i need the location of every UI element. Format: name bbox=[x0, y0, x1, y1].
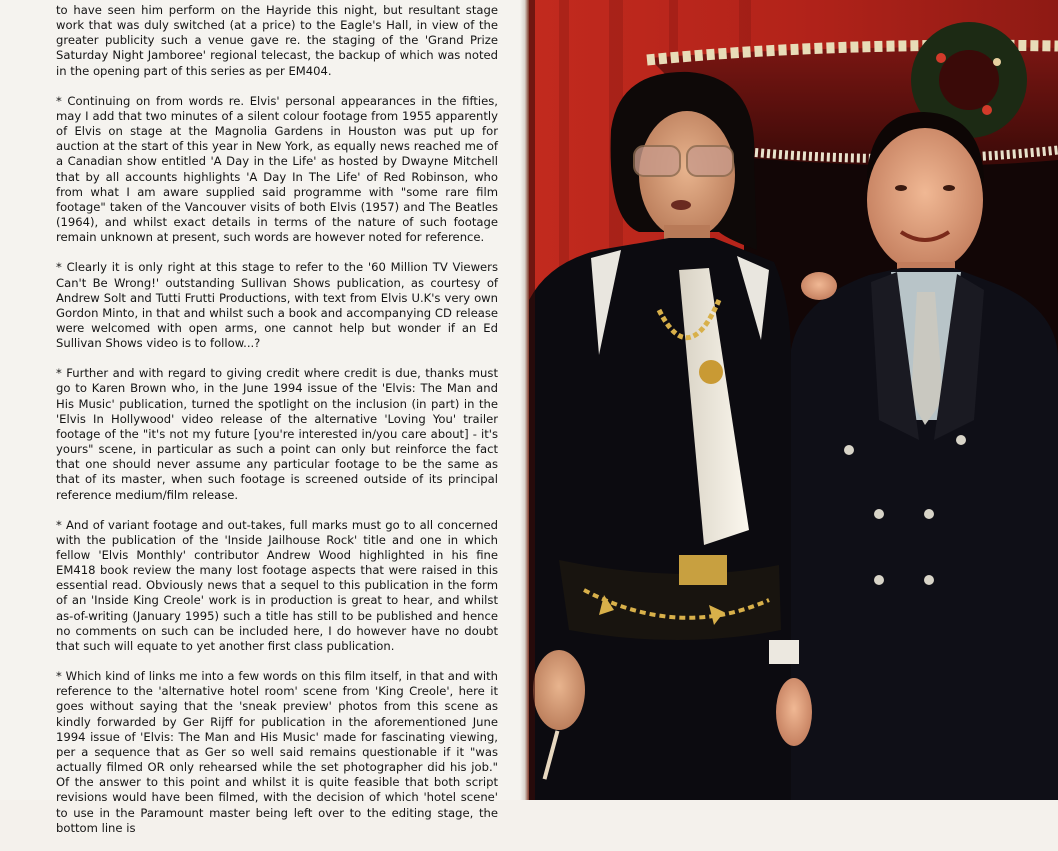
paragraph-4: * Further and with regard to giving credit where credit is due, thanks must go to Karen Brown who, in the June 1994 issue of the 'Elvis: The Man and His Music' publication, turned the spotlight on the inclusion (in part) in the 'Elvis In Hollywood' video release of the alternative 'Loving You' trailer footage of the "it's not my future [you're interested in/you care about] - it's yours" scene, in particular as such a point can only but reinforce the fact that one should never assume any particular footage to be the same as that of its master, when such footage is screened outside of its principal reference medium/film release. bbox=[56, 366, 498, 502]
text-page bbox=[0, 0, 527, 835]
photo-elvis-and-companion bbox=[529, 0, 1058, 800]
paragraph-5: * And of variant footage and out-takes, full marks must go to all concerned with the publication of the 'Inside Jailhouse Rock' title and one in which fellow 'Elvis Monthly' contributor Andrew Wood highlighted in his fine EM418 book review the many lost footage aspects that were raised in this essential read. Obviously news that a sequel to this publication in the form of an 'Inside King Creole' work is in production is great to hear, and whilst as-of-writing (January 1995) such a title has still to be published and hence no comments on such can be included here, I do however have no doubt that such will equate to yet another first class publication. bbox=[56, 517, 498, 653]
paragraph-1: to have seen him perform on the Hayride this night, but resultant stage work that was duly switched (at a price) to the Eagle's Hall, in view of the greater publicity such a venue gave re. the staging of the 'Grand Prize Saturday Night Jamboree' regional telecast, the backup of which was noted in the opening part of this series as per EM404. bbox=[56, 3, 498, 78]
paragraph-6: * Which kind of links me into a few words on this film itself, in that and with reference to the 'alternative hotel room' scene from 'King Creole', here it goes without saying that the 'sneak preview' photos from this scene as kindly forwarded by Ger Rijff for publication in the aforementioned June 1994 issue of 'Elvis: The Man and His Music' made for fascinating viewing, per a sequence that as Ger so well said remains questionable if it "was actually filmed OR only rehearsed while the set photographer did his job." Of the answer to this point and whilst it is quite feasible that both script revisions would have been filmed, with the decision of which 'hotel scene' to use in the Paramount master being left over to the editing stage, the bottom line is bbox=[56, 669, 498, 835]
paragraph-2: * Continuing on from words re. Elvis' personal appearances in the fifties, may I add that two minutes of a silent colour footage from 1955 apparently of Elvis on stage at the Magnolia Gardens in Houston was put up for auction at the start of this year in New York, as equally news reached me of a Canadian show entitled 'A Day in the Life' as hosted by Dwayne Mitchell that by all accounts highlights 'A Day In The Life' of Red Robinson, who from what I am aware supplied said programme with "some rare film footage" taken of the Vancouver visits of both Elvis (1957) and The Beatles (1964), and whilst exact details in terms of the nature of such footage remain unknown at present, such words are however noted for reference. bbox=[56, 93, 498, 245]
paragraph-3: * Clearly it is only right at this stage to refer to the '60 Million TV Viewers Can't Be Wrong!' outstanding Sullivan Shows publication, as courtesy of Andrew Solt and Tutti Frutti Productions, with text from Elvis U.K's very own Gordon Minto, in that and whilst such a book and accompanying CD release were welcomed with open arms, one cannot help but wonder if an Ed Sullivan Shows video is to follow...? bbox=[56, 260, 498, 351]
article-text bbox=[56, 3, 498, 851]
photo-page bbox=[529, 0, 1058, 800]
